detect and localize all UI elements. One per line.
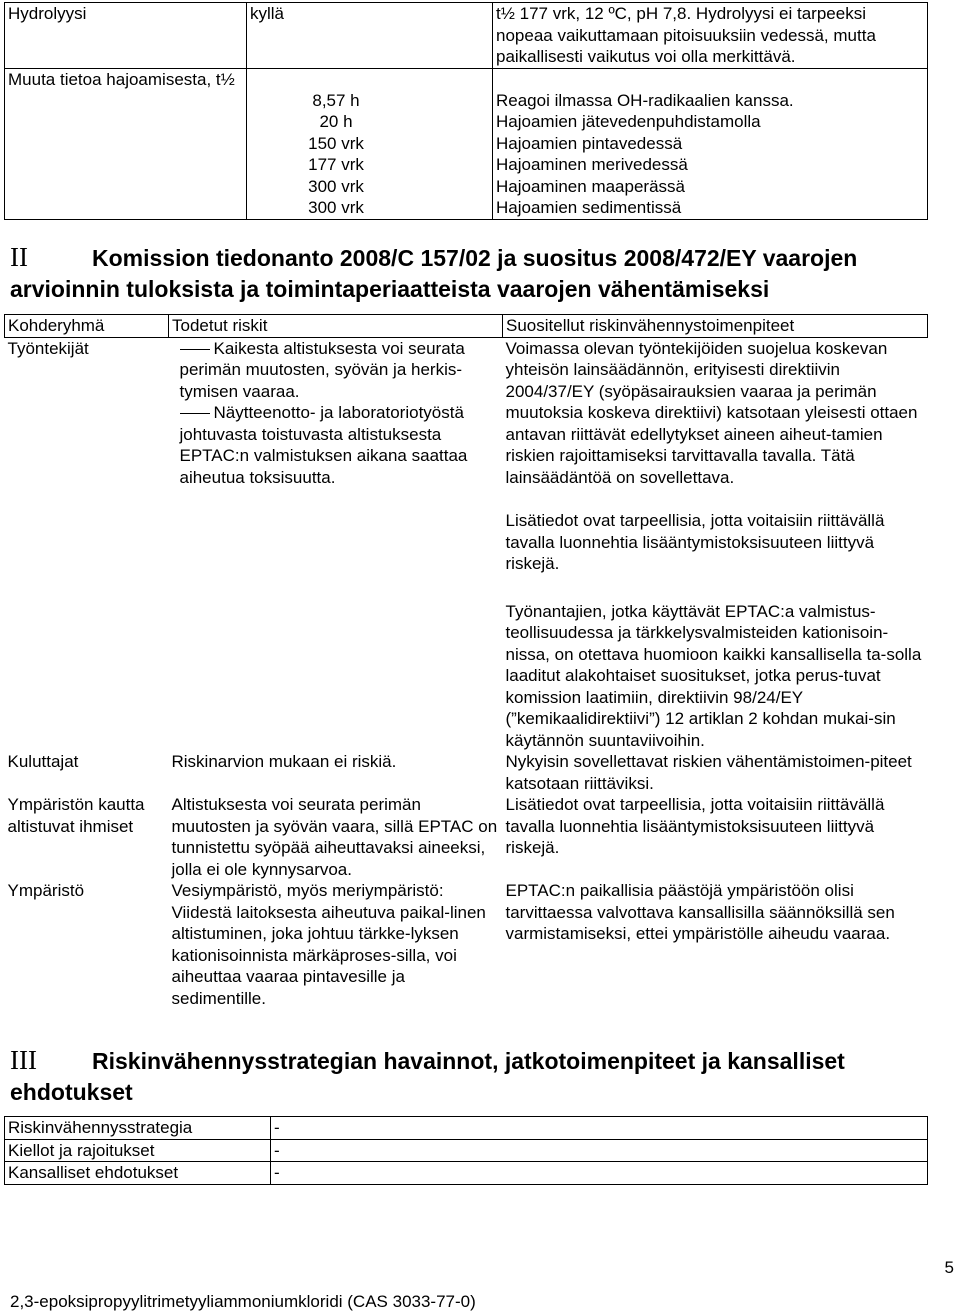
table-row — [5, 337, 928, 751]
halflife-value: 20 h — [319, 112, 353, 131]
page-number: 5 — [944, 1258, 954, 1277]
table-row — [5, 68, 928, 219]
measure-cell: Nykyisin sovellettavat riskien vähentämistoimen-piteet katsotaan riittäviksi. — [505, 752, 912, 793]
halflife-info: Hajoamien jätevedenpuhdistamolla — [496, 112, 761, 131]
table-header-row — [5, 315, 928, 338]
strategy-value: - — [271, 1117, 928, 1140]
halflife-info: Hajoamien pintavedessä — [496, 133, 683, 153]
row-info: t½ 177 vrk, 12 ºC, pH 7,8. Hydrolyysi ei tarpeeksi nopeaa vaikuttamaan pitoisuuksiin vedessä, mutta paikallisesti vaikutus voi olla merkittävä. — [493, 3, 928, 69]
risk-cell: Riskinarvion mukaan ei riskiä. — [171, 752, 397, 771]
halflife-value: 300 vrk — [308, 176, 364, 196]
section-2-heading — [10, 242, 956, 305]
table-row — [5, 3, 928, 69]
risk-cell — [169, 337, 503, 751]
column-header: Kohderyhmä — [5, 315, 169, 338]
measure-paragraph: Työnantajien, jotka käyttävät EPTAC:a valmistus-teollisuudessa ja tärkkelysvalmisteiden kationisoin-nissa, on otettava huomioon kaikki kansallisella ta-solla laaditut alakohtaiset suositukset, jotka perus-tuvat komission laatimiin, direktiivin 98/24/EY (”kemikaalidirektiivi”) 12 artiklan 2 kohdan mukai-sin käytännön suuntaviivoihin. — [505, 601, 922, 750]
row-values — [247, 68, 493, 219]
column-header: Todetut riskit — [169, 315, 503, 338]
group-cell: Ympäristö — [7, 881, 85, 900]
table-row — [5, 1139, 928, 1162]
halflife-info: Hajoamien sedimentissä — [496, 198, 682, 217]
table-row — [5, 880, 928, 1009]
halflife-value: 150 vrk — [308, 133, 364, 153]
measure-paragraph: Lisätiedot ovat tarpeellisia, jotta voitaisiin riittävällä tavalla luonnehtia lisääntymistoksisuuteen liittyvä riskejä. — [505, 511, 885, 573]
section-title: Riskinvähennysstrategian havainnot, jatkotoimenpiteet ja kansalliset ehdotukset — [10, 1048, 845, 1105]
degradation-table — [4, 2, 928, 220]
section-numeral: III — [10, 1045, 37, 1075]
measure-cell: EPTAC:n paikallisia päästöjä ympäristöön olisi tarvittaessa valvottava kansallisilla säännöksillä sen varmistamiseksi, ettei ympäristölle aiheudu vaaraa. — [505, 881, 895, 943]
strategy-value: - — [271, 1162, 928, 1185]
risk-item: Kaikesta altistuksesta voi seurata perimän muutosten, syövän ja herkis-tymisen vaaraa. — [172, 338, 503, 403]
halflife-info: Hajoaminen maaperässä — [496, 176, 685, 196]
row-infos — [493, 68, 928, 219]
table-row — [5, 1162, 928, 1185]
strategy-table — [4, 1116, 928, 1185]
measure-cell: Lisätiedot ovat tarpeellisia, jotta voitaisiin riittävällä tavalla luonnehtia lisääntymistoksisuuteen liittyvä riskejä. — [505, 795, 885, 857]
row-label: Hydrolyysi — [5, 3, 247, 69]
strategy-label: Kiellot ja rajoitukset — [5, 1139, 271, 1162]
halflife-value: 8,57 h — [312, 90, 360, 110]
table-row — [5, 794, 928, 880]
strategy-label: Kansalliset ehdotukset — [5, 1162, 271, 1185]
halflife-value: 177 vrk — [308, 155, 364, 174]
risk-item: Näytteenotto- ja laboratoriotyöstä johtuvasta toistuvasta altistuksesta EPTAC:n valmistuksen aikana saattaa aiheutua toksisuutta. — [172, 402, 503, 488]
column-header: Suositellut riskinvähennystoimenpiteet — [503, 315, 928, 338]
halflife-info: Reagoi ilmassa OH-radikaalien kanssa. — [496, 90, 794, 110]
table-row — [5, 751, 928, 794]
row-label: Muuta tietoa hajoamisesta, t½ — [5, 68, 247, 219]
halflife-value: 300 vrk — [308, 198, 364, 217]
risk-cell: Altistuksesta voi seurata perimän muutosten ja syövän vaara, sillä EPTAC on tunnistettu syöpää aiheuttavaksi aineeksi, jolla ei ole kynnysarvoa. — [171, 795, 498, 879]
halflife-info: Hajoaminen merivedessä — [496, 155, 688, 174]
strategy-label: Riskinvähennysstrategia — [5, 1117, 271, 1140]
measure-cell — [503, 337, 928, 751]
group-cell: Ympäristön kautta altistuvat ihmiset — [7, 795, 145, 836]
group-cell: Työntekijät — [7, 338, 89, 358]
strategy-value: - — [271, 1139, 928, 1162]
section-title: Komission tiedonanto 2008/C 157/02 ja suositus 2008/472/EY vaarojen arvioinnin tuloksista ja toimintaperiaatteista vaarojen vähentämiseksi — [10, 245, 858, 302]
risk-cell: Vesiympäristö, myös meriympäristö: Viidestä laitoksesta aiheutuva paikal-linen altistuminen, joka johtuu tärkke-lyksen kationisoinnista märkäproses-silla, voi aiheuttaa vaaraa pintavesille ja sedimentille. — [171, 881, 486, 1008]
risk-table — [4, 314, 928, 1009]
section-numeral: II — [10, 242, 28, 272]
document-footer: 2,3-epoksipropyylitrimetyyliammoniumkloridi (CAS 3033-77-0) — [10, 1292, 476, 1311]
row-value: kyllä — [247, 3, 493, 69]
group-cell: Kuluttajat — [7, 752, 79, 771]
measure-paragraph: Voimassa olevan työntekijöiden suojelua koskevan yhteisön lainsäädännön, erityisesti direktiivin 2004/37/EY (syöpäsairauksien vaaraa ja perimän muutoksia koskeva direktiivi) katsotaan yleisesti ottaen antavan riittävät edellytykset aineen aiheut-tamien riskien rajoittamiseksi tarvittavalla tavalla. Tätä lainsäädäntöä on sovellettava. — [505, 338, 918, 487]
section-3-heading — [10, 1045, 956, 1108]
table-row — [5, 1117, 928, 1140]
